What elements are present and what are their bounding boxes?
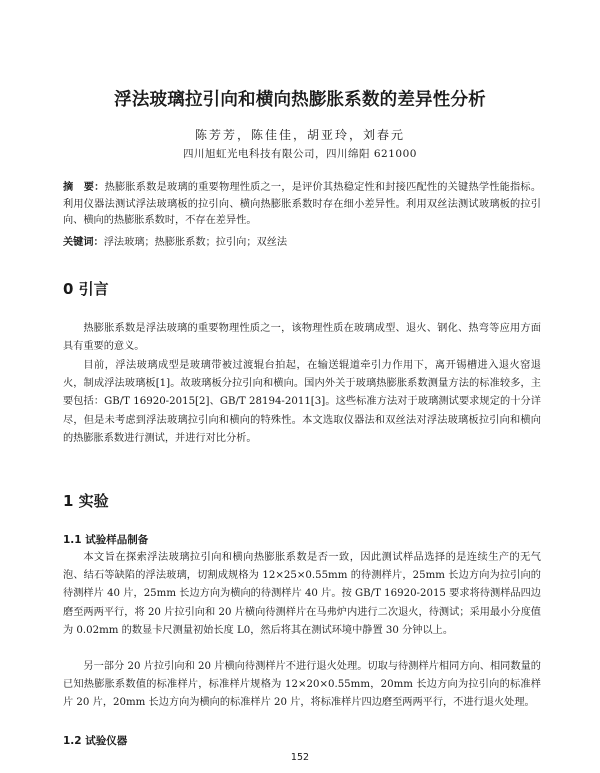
abstract-text: 热膨胀系数是玻璃的重要物理性质之一，是评价其热稳定性和封接匹配性的关键热学性能指标。利用仪器法测试浮法玻璃板的拉引向、横向热膨胀系数时存在细小差异性。利用双丝法测试玻璃板的拉引向、横向的热膨胀系数时，不存在差异性。 bbox=[63, 182, 542, 226]
keywords-text: 浮法玻璃；热膨胀系数；拉引向；双丝法 bbox=[103, 237, 288, 248]
intro-paragraph-1: 热膨胀系数是浮法玻璃的重要物理性质之一，该物理性质在玻璃成型、退火、钢化、热弯等应用方面具有重要的意义。 bbox=[63, 323, 541, 353]
affiliation: 四川旭虹光电科技有限公司，四川绵阳 621000 bbox=[183, 148, 417, 160]
intro-paragraph-2: 目前，浮法玻璃成型是玻璃带被过渡辊台拍起，在输送辊道牵引力作用下，离开锡槽进入退火窑退火，制成浮法玻璃板[1]。故玻璃板分拉引向和横向。国内外关于玻璃热膨胀系数测量方法的标准较多，主要包括：GB/T 16920-2015[2]、GB/T 28194-2011[3]。这些标准方法对于玻璃测试要求规定的十分详尽，但是未考虑到浮法玻璃拉引向和横向的特殊性。本文选取仪器法和双丝法对浮法玻璃板拉引向和横向的热膨胀系数进行测试，并进行对比分析。 bbox=[63, 360, 541, 444]
abstract-label: 摘 要： bbox=[63, 182, 105, 193]
abstract bbox=[63, 180, 541, 230]
page-number: 152 bbox=[290, 752, 310, 763]
subsection-heading-instruments: 1.2 试验仪器 bbox=[63, 735, 128, 747]
experiment-paragraph-2: 另一部分 20 片拉引向和 20 片横向待测样片不进行退火处理。切取与待测样片相同方向、相同数量的已知热膨胀系数值的标准样片，标准样片规格为 12×20×0.55mm，20mm 长边方向为拉引向的标准样片 20 片，20mm 长边方向为横向的标准样片 20 片，将标准样片四边磨至两两平行，不进行退火处理。 bbox=[63, 661, 541, 709]
subsection-heading-sample-prep: 1.1 试验样品制备 bbox=[63, 534, 149, 546]
section-heading-experiment: 1 实验 bbox=[63, 492, 109, 510]
keywords-label: 关键词： bbox=[63, 237, 104, 248]
section-heading-introduction: 0 引言 bbox=[63, 280, 109, 298]
paper-title: 浮法玻璃拉引向和横向热膨胀系数的差异性分析 bbox=[114, 90, 486, 110]
author-list: 陈芳芳，陈佳佳，胡亚玲，刘春元 bbox=[194, 128, 405, 142]
keywords bbox=[63, 233, 541, 248]
experiment-paragraph-1: 本文旨在探索浮法玻璃拉引向和横向热膨胀系数是否一致，因此测试样品选择的是连续生产的无气泡、结石等缺陷的浮法玻璃，切割成规格为 12×25×0.55mm 的待测样片，25mm 长边方向为拉引向的待测样片 40 片，25mm 长边方向为横向的待测样片 40 片。按 GB/T 16920-2015 要求将待测样品四边磨至两两平行，将 20 片拉引向和 20 片横向待测样片在马弗炉内进行二次退火，待测试；采用最小分度值为 0.02mm 的数显卡尺测量初始长度 L0，然后将其在测试环境中静置 30 分钟以上。 bbox=[63, 552, 541, 636]
